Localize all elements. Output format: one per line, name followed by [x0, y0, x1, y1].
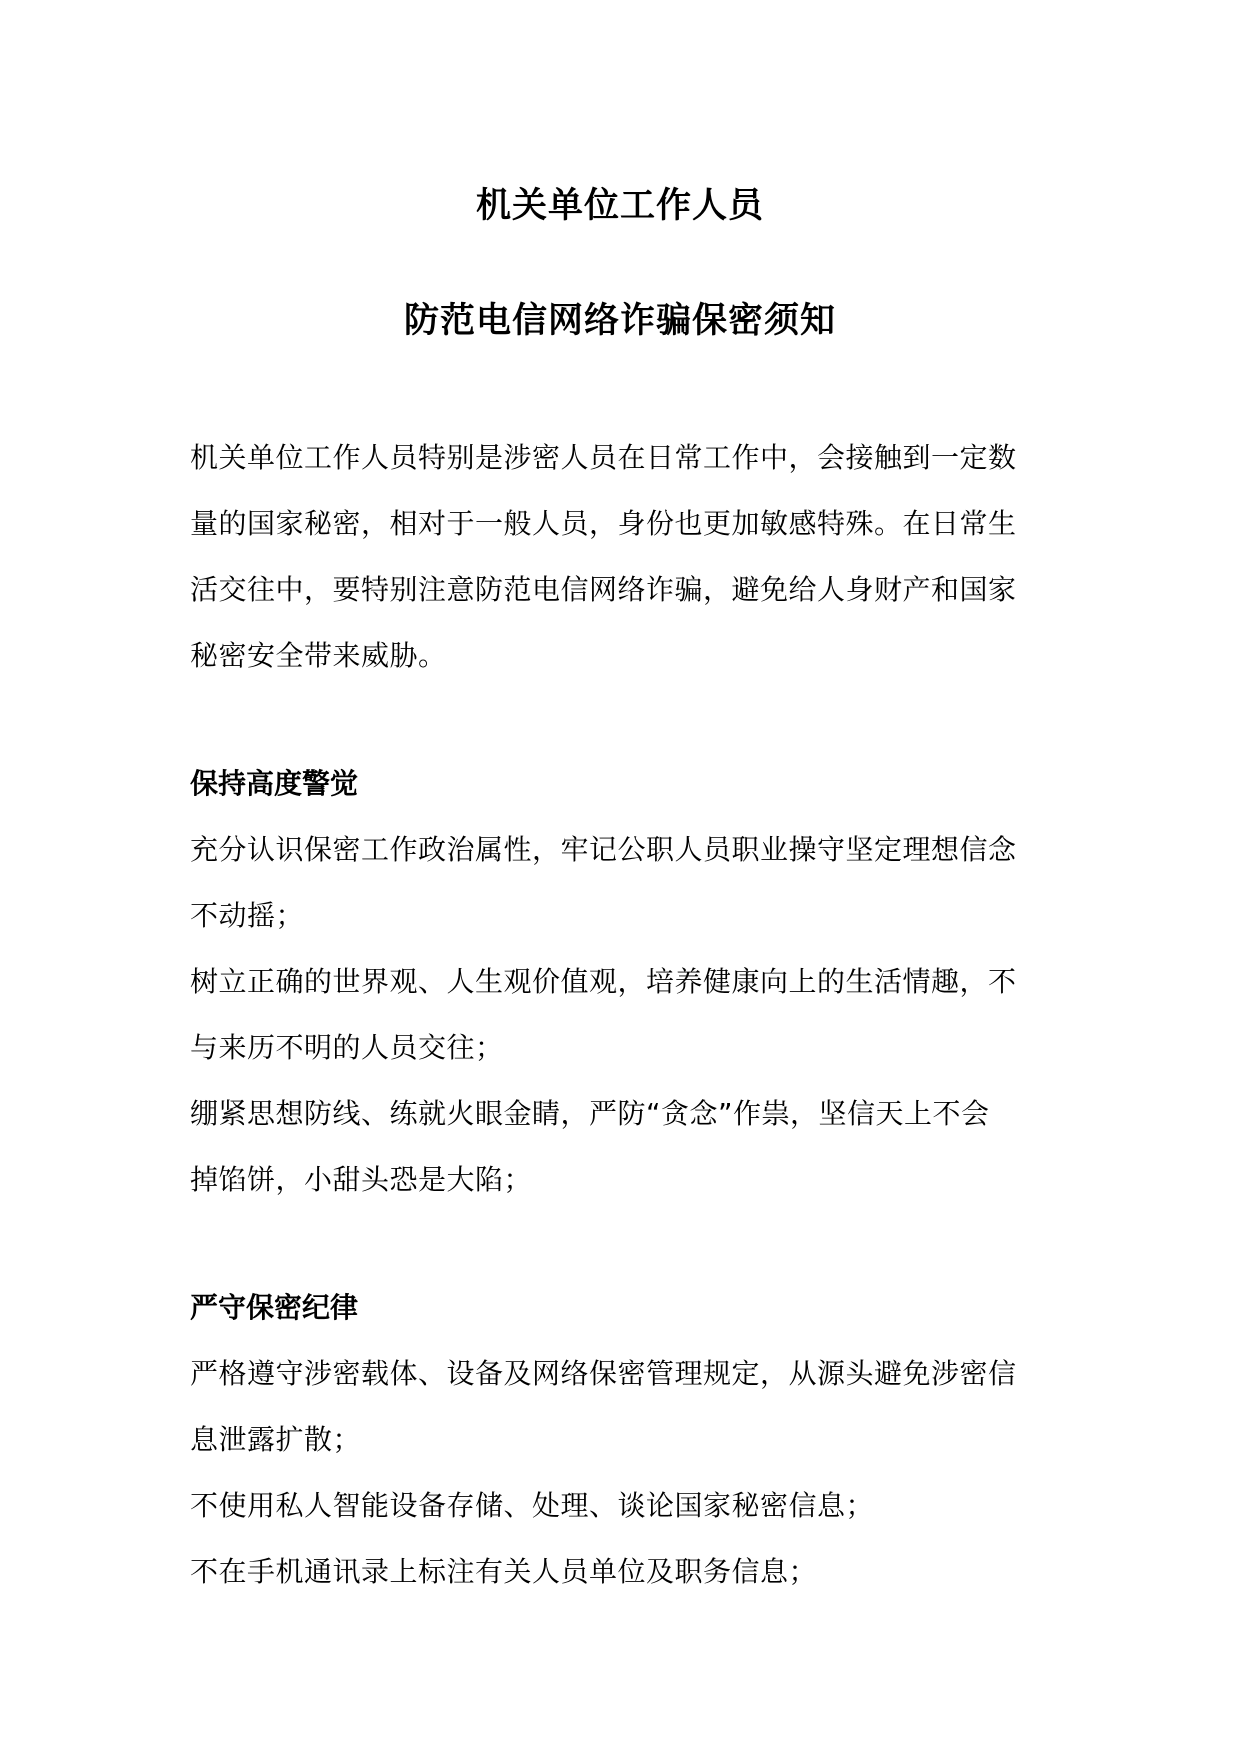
title-line-2: 防范电信网络诈骗保密须知 [403, 301, 836, 341]
body-line: 息泄露扩散； [190, 1423, 362, 1456]
section-heading: 保持高度警觉 [190, 767, 359, 800]
intro-line: 活交往中，要特别注意防范电信网络诈骗，避免给人身财产和国家 [190, 573, 1017, 606]
body-line: 严格遵守涉密载体、设备及网络保密管理规定，从源头避免涉密信 [190, 1357, 1017, 1390]
document-body [190, 425, 1060, 1605]
title-line-1: 机关单位工作人员 [475, 186, 764, 226]
intro-line: 机关单位工作人员特别是涉密人员在日常工作中，会接触到一定数 [190, 441, 1017, 474]
section-confidentiality-discipline [190, 1275, 1060, 1605]
body-line: 绷紧思想防线、练就火眼金睛，严防“贪念”作祟，坚信天上不会 [190, 1097, 990, 1130]
body-line: 不动摇； [190, 899, 305, 932]
intro-line: 量的国家秘密，相对于一般人员，身份也更加敏感特殊。在日常生 [190, 507, 1017, 540]
intro-paragraph [190, 425, 1060, 689]
body-line: 掉馅饼，小甜头恐是大陷； [190, 1163, 533, 1196]
body-line: 树立正确的世界观、人生观价值观，培养健康向上的生活情趣，不 [190, 965, 1017, 998]
body-line: 不使用私人智能设备存储、处理、谈论国家秘密信息； [190, 1489, 875, 1522]
body-line: 与来历不明的人员交往； [190, 1031, 504, 1064]
body-line: 充分认识保密工作政治属性，牢记公职人员职业操守坚定理想信念 [190, 833, 1017, 866]
body-line: 不在手机通讯录上标注有关人员单位及职务信息； [190, 1555, 818, 1588]
section-stay-alert [190, 751, 1060, 1213]
section-heading: 严守保密纪律 [190, 1291, 359, 1324]
intro-line: 秘密安全带来威胁。 [190, 639, 447, 672]
